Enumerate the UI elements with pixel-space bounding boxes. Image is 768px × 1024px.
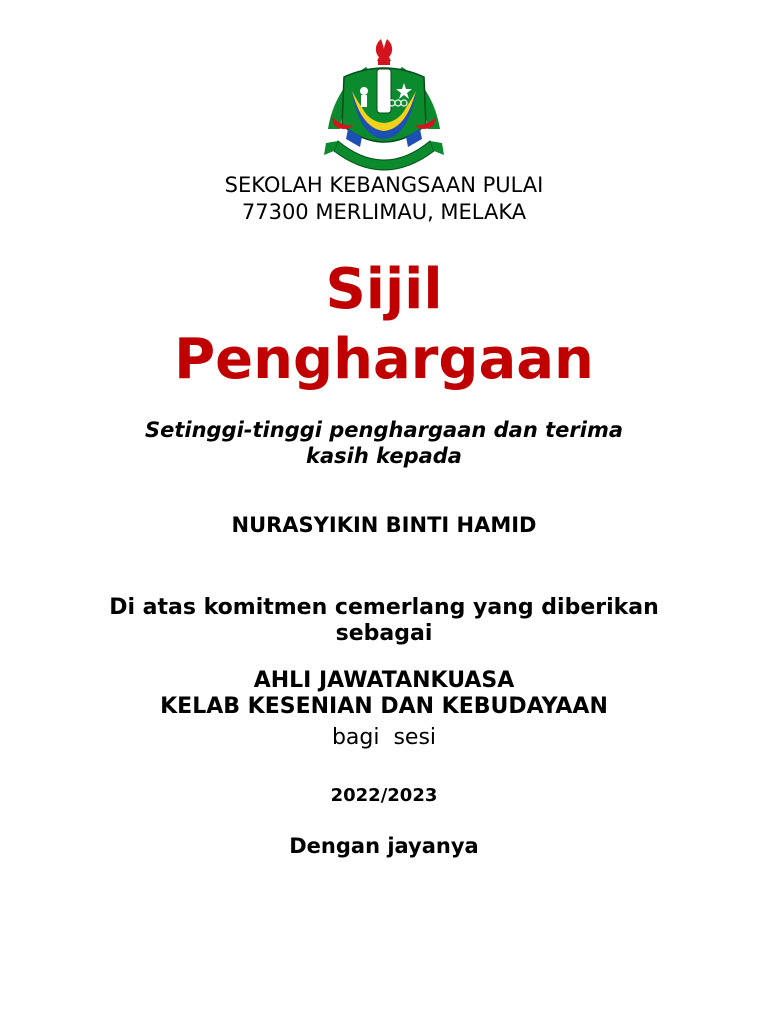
greeting-line1: Setinggi-tinggi penghargaan dan terima [144, 418, 624, 442]
session-year: 2022/2023 [330, 785, 438, 806]
role-line1: AHLI JAWATANKUASA [253, 668, 515, 693]
recipient-name: NURASYIKIN BINTI HAMID [231, 513, 537, 537]
school-address: 77300 MERLIMAU, MELAKA [241, 200, 527, 224]
greeting-line2: kasih kepada [306, 444, 462, 468]
certificate-title-line2: Penghargaan [174, 327, 594, 392]
commitment-line1: Di atas komitmen cemerlang yang diberikan [109, 595, 659, 620]
commitment-line2: sebagai [335, 621, 433, 646]
closing-text: Dengan jayanya [289, 834, 479, 858]
school-crest-logo [322, 33, 446, 171]
role-line2: KELAB KESENIAN DAN KEBUDAYAAN [160, 694, 608, 719]
school-name: SEKOLAH KEBANGSAAN PULAI [224, 173, 544, 197]
certificate-title-line1: Sijil [325, 257, 443, 322]
session-label: bagi sesi [331, 725, 437, 750]
